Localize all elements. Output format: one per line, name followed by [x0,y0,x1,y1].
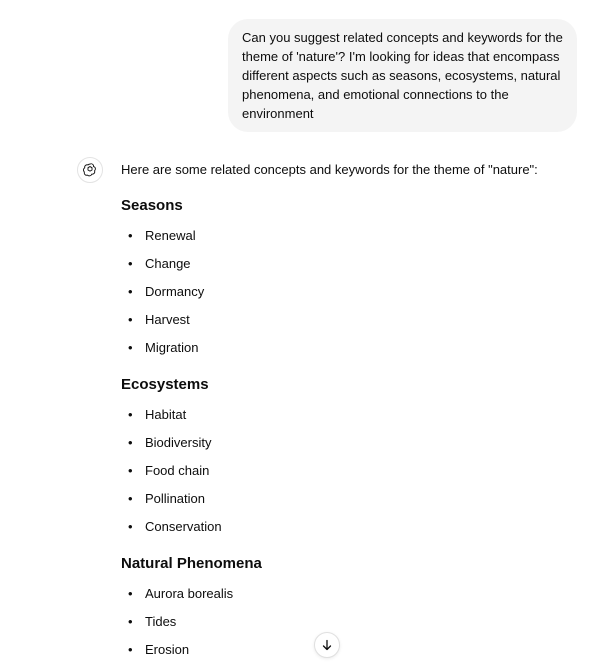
list-item: • Harvest [128,312,190,327]
list-item: • Biodiversity [128,435,212,450]
section-title-ecosystems: Ecosystems [121,376,209,393]
list-item: • Migration [128,340,199,355]
seasons-list [121,222,581,362]
scroll-to-bottom-button[interactable] [314,632,340,658]
list-item: • Food chain [128,463,210,478]
section-title-seasons: Seasons [121,197,183,214]
list-item: • Change [128,256,191,271]
list-item: • Habitat [128,407,187,422]
list-item: • Conservation [128,519,222,534]
list-item: • Erosion [128,642,190,657]
assistant-message [121,160,581,664]
user-message-bubble [228,19,577,132]
natural-phenomena-list [121,580,581,664]
ecosystems-list [121,401,581,541]
assistant-intro: Here are some related concepts and keywords for the theme of "nature": [121,162,538,177]
user-message-text: Can you suggest related concepts and keywords for the theme of 'nature'? I'm looking for ideas that encompass different aspects such as seasons, ecosystems, natural phenomena, and emotional connections to the environment [242,30,563,121]
list-item: • Pollination [128,491,205,506]
list-item: • Tides [128,614,177,629]
arrow-down-icon [321,639,333,651]
list-item: • Dormancy [128,284,205,299]
section-title-natural-phenomena: Natural Phenomena [121,555,262,572]
list-item: • Aurora borealis [128,586,234,601]
openai-logo-icon [77,157,103,183]
list-item: • Renewal [128,228,196,243]
